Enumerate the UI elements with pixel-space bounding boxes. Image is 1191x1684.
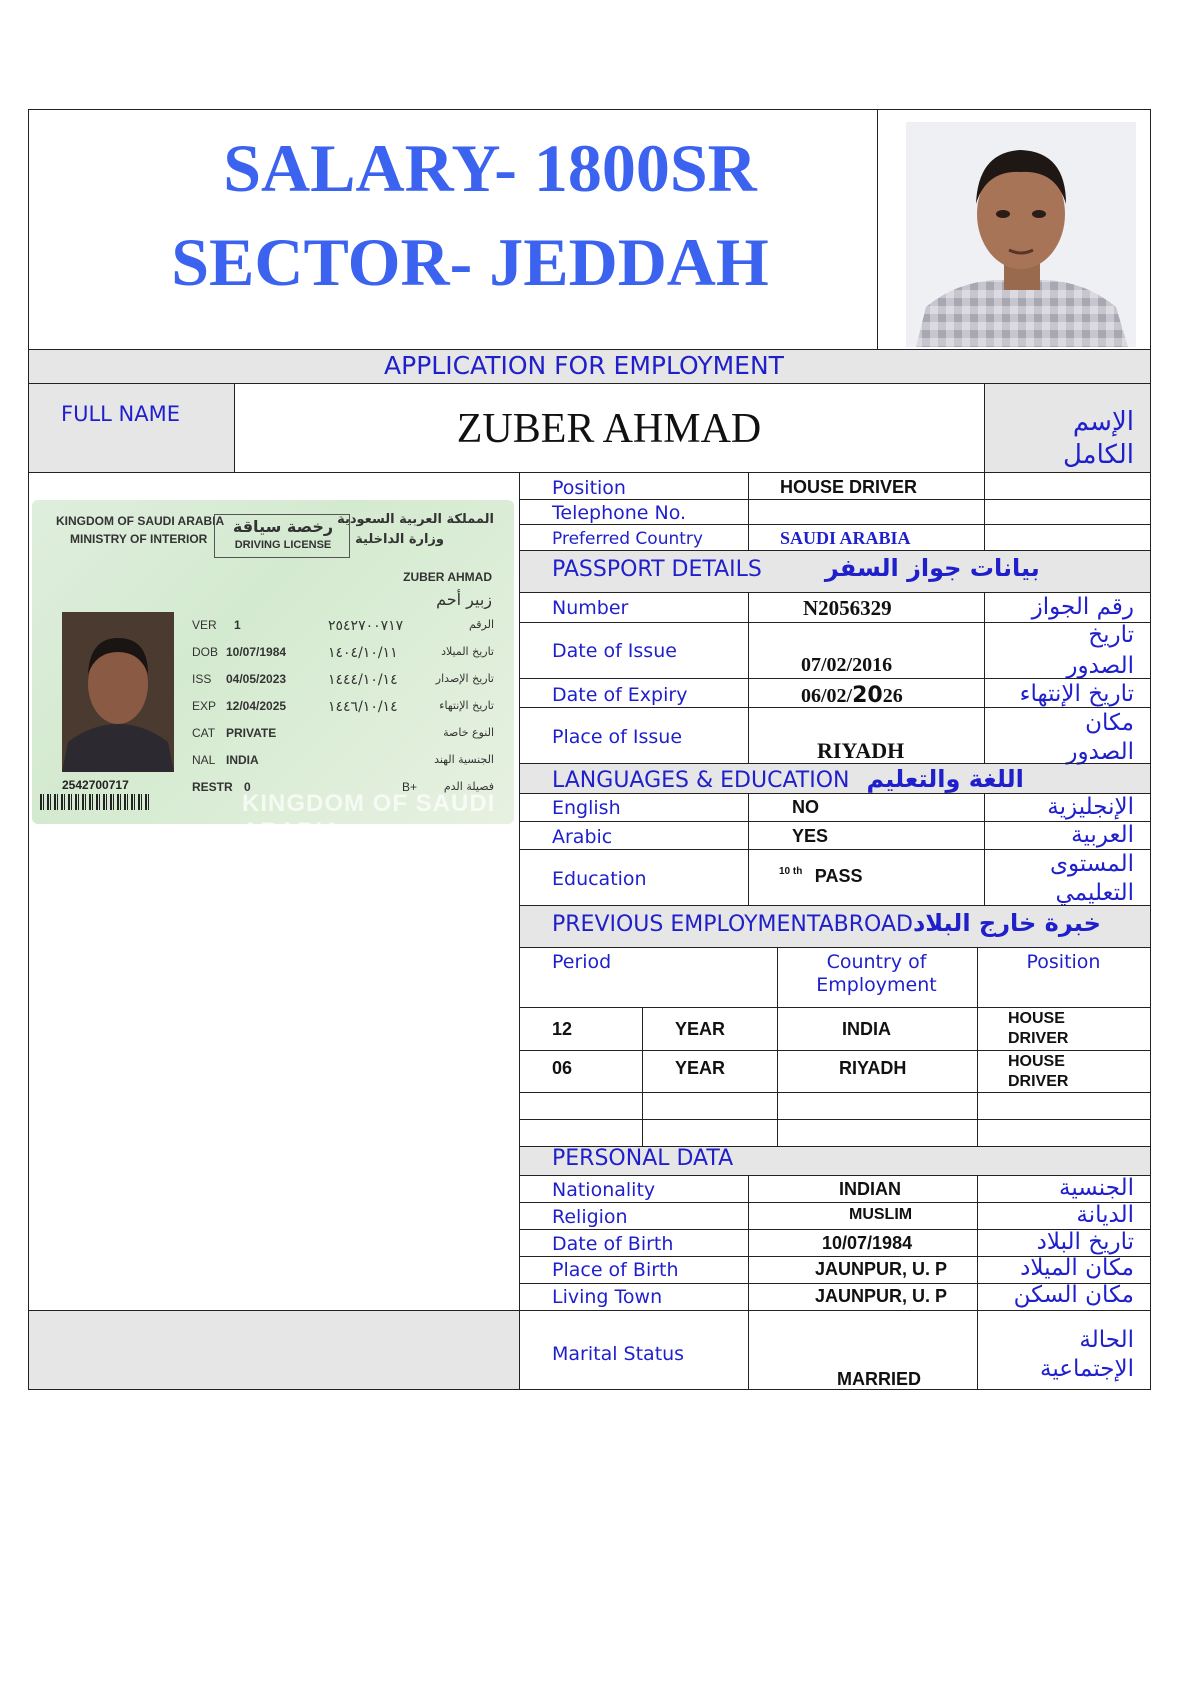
expiry-date-part-b: 20 <box>852 683 883 708</box>
col-country-2: Employment <box>816 974 937 996</box>
religion-label: Religion <box>552 1206 628 1228</box>
full-name-label-ar-2: الكامل <box>1062 440 1134 470</box>
place-of-issue-label: Place of Issue <box>552 726 683 748</box>
english-ar: الإنجليزية <box>1047 794 1134 820</box>
expiry-date-part-c: 26 <box>882 685 903 707</box>
passport-number-label: Number <box>552 597 629 619</box>
license-field-arlabel: تاريخ الإصدار <box>435 672 494 685</box>
license-photo <box>62 612 174 772</box>
religion-ar: الديانة <box>1076 1202 1134 1228</box>
license-field-value: 0 <box>244 780 251 794</box>
license-title-ar: رخصة سياقة <box>232 517 334 536</box>
prev-row-2-country: RIYADH <box>839 1058 907 1078</box>
expiry-date-part-a: 06/02/ <box>801 685 853 707</box>
prev-row-1-country: INDIA <box>842 1019 891 1039</box>
prev-row-1-pos1: HOUSE <box>1008 1010 1065 1027</box>
issue-date-label: Date of Issue <box>552 640 677 662</box>
prev-row-1-num: 12 <box>552 1019 573 1039</box>
license-field-num: ٢٥٤٢٧٠٠٧١٧ <box>328 618 404 634</box>
prev-row-2-unit: YEAR <box>675 1058 726 1078</box>
license-field-num: B+ <box>402 780 418 794</box>
education-value <box>779 866 862 887</box>
living-town-ar: مكان السكن <box>1013 1282 1134 1308</box>
dob-value: 10/07/1984 <box>822 1233 913 1253</box>
license-id-number: 2542700717 <box>62 778 129 792</box>
place-of-issue-ar-2: الصدور <box>1066 739 1134 765</box>
prev-row-2-pos2: DRIVER <box>1008 1073 1069 1090</box>
license-field-arlabel: النوع خاصة <box>443 726 494 739</box>
col-position: Position <box>1026 951 1101 973</box>
previous-heading-en: PREVIOUS EMPLOYMENTABROAD <box>552 912 913 937</box>
license-field-key: DOB <box>192 645 219 659</box>
license-field-arlabel: تاريخ الإنتهاء <box>439 699 494 712</box>
license-field-row <box>192 645 502 672</box>
nationality-value: INDIAN <box>839 1179 901 1199</box>
preferred-country-value: SAUDI ARABIA <box>780 528 911 548</box>
full-name-label-cell <box>29 383 234 472</box>
license-field-row <box>192 672 502 699</box>
license-field-value: 10/07/1984 <box>226 645 287 659</box>
license-watermark: KINGDOM OF SAUDI ARABIA <box>242 790 496 845</box>
education-label: Education <box>552 868 647 890</box>
expiry-date-ar: تاريخ الإنتهاء <box>1019 681 1134 707</box>
license-field-arlabel: الرقم <box>468 618 494 631</box>
passport-heading-en: PASSPORT DETAILS <box>552 557 762 582</box>
license-field-arlabel: تاريخ الميلاد <box>441 645 494 658</box>
passport-heading-ar: بيانات جواز السفر <box>824 554 1040 582</box>
living-town-label: Living Town <box>552 1286 663 1308</box>
education-superscript: 10 th <box>779 866 803 877</box>
position-label: Position <box>552 477 626 499</box>
license-field-value: 12/04/2025 <box>226 699 287 713</box>
expiry-date-value <box>801 683 903 708</box>
arabic-label: Arabic <box>552 826 613 848</box>
driving-license-image <box>32 500 514 845</box>
education-ar-1: المستوى <box>1049 851 1134 877</box>
nationality-ar: الجنسية <box>1059 1175 1134 1201</box>
license-field-key: RESTR <box>192 780 233 794</box>
sector-title: SECTOR- JEDDAH <box>171 224 769 300</box>
license-name-en: ZUBER AHMAD <box>403 570 492 584</box>
religion-value: MUSLIM <box>849 1206 913 1223</box>
full-name-label: FULL NAME <box>61 402 180 426</box>
issue-date-ar-1: تاريخ <box>1088 622 1134 648</box>
license-field-key: VER <box>192 618 217 632</box>
full-name-value: ZUBER AHMAD <box>456 406 762 452</box>
license-fields <box>192 618 502 807</box>
marital-status-label: Marital Status <box>552 1343 685 1365</box>
license-field-row <box>192 699 502 726</box>
marital-status-ar-2: الإجتماعية <box>1040 1356 1134 1382</box>
col-period: Period <box>552 951 612 973</box>
prev-row-1-pos2: DRIVER <box>1008 1030 1069 1047</box>
marital-status-value: MARRIED <box>837 1369 921 1389</box>
place-of-issue-ar-1: مكان <box>1085 710 1134 736</box>
passport-number-value: N2056329 <box>803 596 892 620</box>
dob-ar: تاريخ البلاد <box>1036 1229 1134 1255</box>
languages-heading-ar: اللغة والتعليم <box>866 765 1024 793</box>
license-ministry-en: MINISTRY OF INTERIOR <box>70 532 208 546</box>
languages-heading-en: LANGUAGES & EDUCATION <box>552 768 850 793</box>
license-title-box <box>214 514 350 558</box>
license-field-arlabel: الجنسية الهند <box>434 753 494 766</box>
marital-left-cell <box>29 1310 519 1389</box>
languages-heading <box>552 765 1024 793</box>
place-of-birth-value: JAUNPUR, U. P <box>815 1259 948 1279</box>
education-pass: PASS <box>814 866 863 886</box>
prev-row-2-num: 06 <box>552 1058 573 1078</box>
license-field-key: ISS <box>192 672 212 686</box>
applicant-photo <box>906 122 1136 347</box>
arabic-value: YES <box>792 826 829 846</box>
place-of-birth-ar: مكان الميلاد <box>1020 1255 1134 1281</box>
col-country-1: Country of <box>826 951 927 973</box>
marital-status-ar-1: الحالة <box>1079 1327 1134 1353</box>
license-title-en: DRIVING LICENSE <box>234 539 332 551</box>
license-field-key: EXP <box>192 699 217 713</box>
previous-heading <box>552 909 1101 937</box>
passport-number-ar: رقم الجواز <box>1031 594 1134 620</box>
form-title: APPLICATION FOR EMPLOYMENT <box>384 351 784 380</box>
prev-row-2-pos1: HOUSE <box>1008 1053 1065 1070</box>
issue-date-ar-2: الصدور <box>1066 653 1134 679</box>
license-field-value: 04/05/2023 <box>226 672 287 686</box>
personal-heading: PERSONAL DATA <box>552 1146 734 1171</box>
license-field-key: CAT <box>192 726 216 740</box>
dob-label: Date of Birth <box>552 1233 674 1255</box>
license-field-num: ١٤٠٤/١٠/١١ <box>328 645 398 661</box>
english-value: NO <box>792 797 819 817</box>
license-field-value: PRIVATE <box>226 726 277 740</box>
expiry-date-label: Date of Expiry <box>552 684 688 706</box>
license-field-num: ١٤٤٤/١٠/١٤ <box>328 672 398 688</box>
education-ar-2: التعليمي <box>1055 880 1134 906</box>
license-field-value: INDIA <box>226 753 259 767</box>
license-country-ar: المملكة العربية السعودية <box>337 512 494 527</box>
license-field-row <box>192 618 502 645</box>
license-barcode <box>40 794 152 810</box>
place-of-birth-label: Place of Birth <box>552 1259 679 1281</box>
salary-title: SALARY- 1800SR <box>223 130 757 206</box>
license-field-row <box>192 726 502 753</box>
license-country-en: KINGDOM OF SAUDI ARABIA <box>56 514 225 528</box>
place-of-issue-value: RIYADH <box>817 738 905 763</box>
license-ministry-ar: وزارة الداخلية <box>355 532 444 547</box>
arabic-ar: العربية <box>1071 822 1134 848</box>
telephone-label: Telephone No. <box>552 502 687 524</box>
prev-row-1-unit: YEAR <box>675 1019 726 1039</box>
passport-heading <box>552 554 1040 582</box>
issue-date-value: 07/02/2016 <box>801 654 893 676</box>
license-field-value: 1 <box>234 618 241 632</box>
license-field-key: NAL <box>192 753 216 767</box>
preferred-country-label: Preferred Country <box>552 529 703 549</box>
living-town-value: JAUNPUR, U. P <box>815 1286 948 1306</box>
license-field-num: ١٤٤٦/١٠/١٤ <box>328 699 398 715</box>
english-label: English <box>552 797 621 819</box>
previous-heading-ar: خبرة خارج البلاد <box>912 909 1101 937</box>
nationality-label: Nationality <box>552 1179 656 1201</box>
license-field-arlabel: فصيلة الدم <box>443 780 494 793</box>
license-name-ar: زبير أحم <box>436 590 492 609</box>
license-field-row <box>192 753 502 780</box>
position-value: HOUSE DRIVER <box>780 477 918 497</box>
full-name-label-ar-1: الإسم <box>1072 407 1134 437</box>
